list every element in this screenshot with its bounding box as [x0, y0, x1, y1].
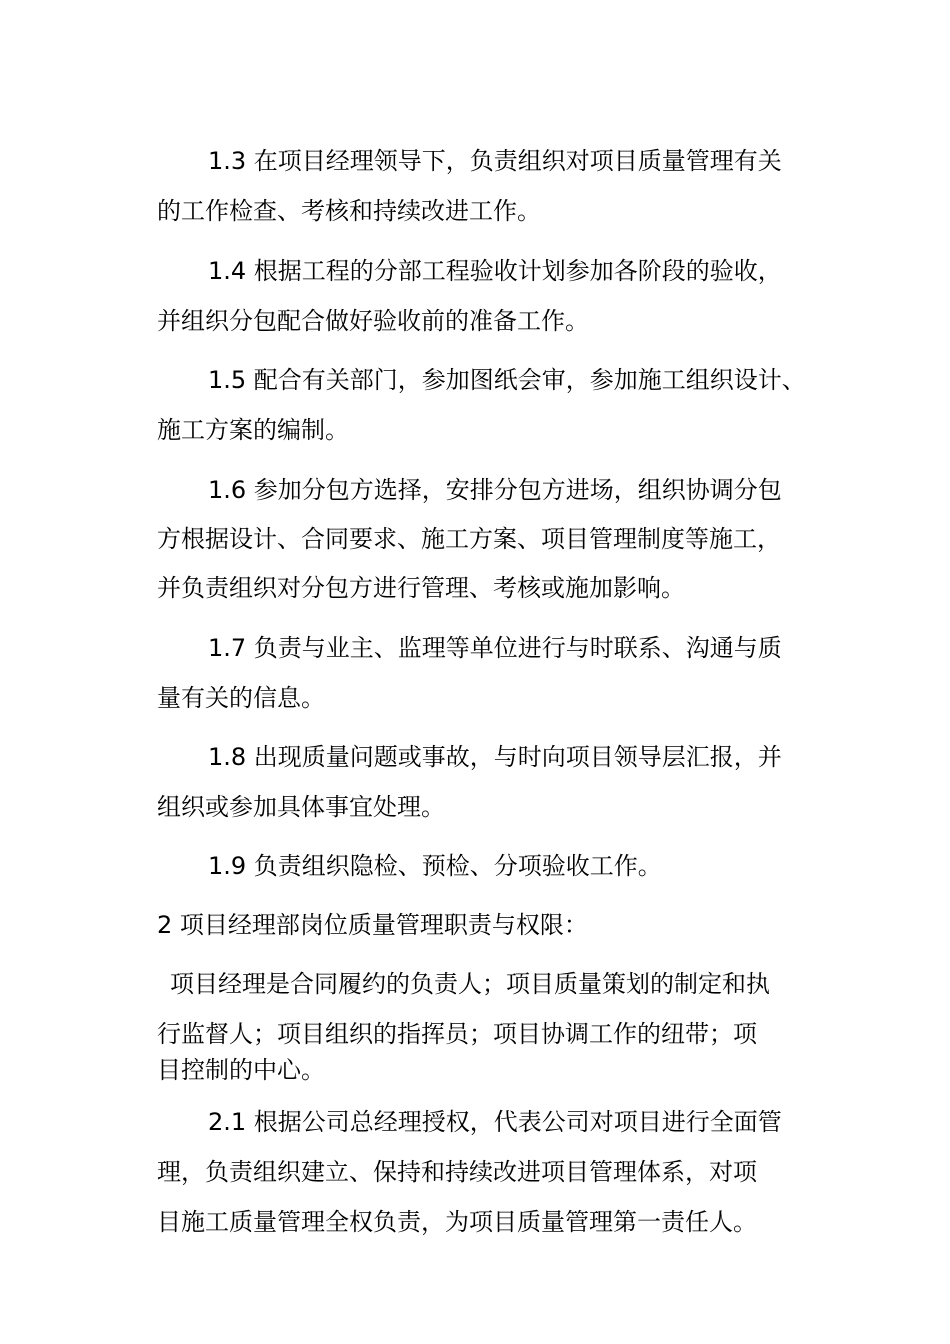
paragraph-1-7-line-2: 量有关的信息。 [157, 684, 325, 712]
paragraph-1-6-line-3: 并负责组织对分包方进行管理、考核或施加影响。 [157, 574, 685, 602]
paragraph-1-9-line-1: 1.9 负责组织隐检、预检、分项验收工作。 [208, 852, 662, 880]
paragraph-2-1-line-2: 理，负责组织建立、保持和持续改进项目管理体系，对项 [157, 1158, 757, 1186]
section-2-intro-line-3: 目控制的中心。 [157, 1056, 325, 1084]
paragraph-2-1-line-1: 2.1 根据公司总经理授权，代表公司对项目进行全面管 [208, 1108, 782, 1136]
paragraph-1-6-line-1: 1.6 参加分包方选择，安排分包方进场，组织协调分包 [208, 476, 782, 504]
paragraph-1-5-line-1: 1.5 配合有关部门，参加图纸会审，参加施工组织设计、 [208, 366, 806, 394]
paragraph-1-4-line-2: 并组织分包配合做好验收前的准备工作。 [157, 307, 589, 335]
paragraph-1-8-line-1: 1.8 出现质量问题或事故，与时向项目领导层汇报，并 [208, 743, 782, 771]
paragraph-1-3-line-1: 1.3 在项目经理领导下，负责组织对项目质量管理有关 [208, 147, 782, 175]
section-2-heading: 2 项目经理部岗位质量管理职责与权限： [157, 911, 588, 939]
paragraph-1-5-line-2: 施工方案的编制。 [157, 416, 349, 444]
paragraph-2-1-line-3: 目施工质量管理全权负责，为项目质量管理第一责任人。 [157, 1208, 757, 1236]
section-2-intro-line-2: 行监督人；项目组织的指挥员；项目协调工作的纽带；项 [157, 1020, 757, 1048]
paragraph-1-8-line-2: 组织或参加具体事宜处理。 [157, 793, 445, 821]
paragraph-1-6-line-2: 方根据设计、合同要求、施工方案、项目管理制度等施工， [157, 525, 781, 553]
section-2-intro-line-1: 项目经理是合同履约的负责人；项目质量策划的制定和执 [170, 970, 770, 998]
paragraph-1-7-line-1: 1.7 负责与业主、监理等单位进行与时联系、沟通与质 [208, 634, 782, 662]
paragraph-1-3-line-2: 的工作检查、考核和持续改进工作。 [157, 197, 541, 225]
paragraph-1-4-line-1: 1.4 根据工程的分部工程验收计划参加各阶段的验收， [208, 257, 782, 285]
